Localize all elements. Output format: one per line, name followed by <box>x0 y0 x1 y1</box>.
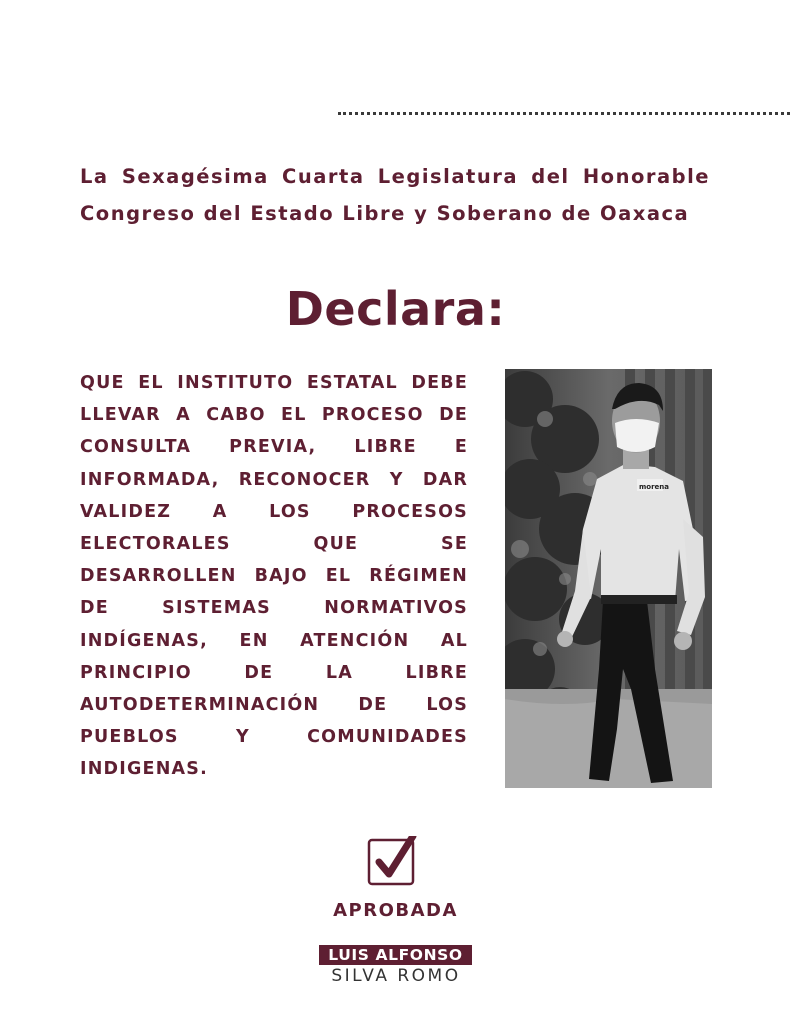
page-heading: Declara: <box>285 282 506 336</box>
approval-status-label: APROBADA <box>333 900 458 921</box>
dotted-divider <box>338 112 790 115</box>
intro-paragraph: La Sexagésima Cuarta Legislatura del Honorable Congreso del Estado Libre y Soberano de Oaxaca <box>80 165 710 225</box>
signature-second-line: SILVA ROMO <box>331 966 461 986</box>
declaration-text: QUE EL INSTITUTO ESTATAL DEBE LLEVAR A CABO EL PROCESO DE CONSULTA PREVIA, LIBRE E INFORMADA, RECONOCER Y DAR VALIDEZ A LOS PROCESOS ELECTORALES QUE SE DESARROLLEN BAJO EL RÉGIMEN DE SISTEMAS NORMATIVOS INDÍGENAS, EN ATENCIÓN AL PRINCIPIO DE LA LIBRE AUTODETERMINACIÓN DE LOS PUEBLOS Y COMUNIDADES INDIGENAS. <box>80 373 468 780</box>
shirt-logo-text: morena <box>639 483 670 491</box>
signature-first-line: LUIS ALFONSO <box>319 945 472 965</box>
legislator-photo <box>505 369 712 788</box>
checkbox-check-icon <box>367 836 417 886</box>
